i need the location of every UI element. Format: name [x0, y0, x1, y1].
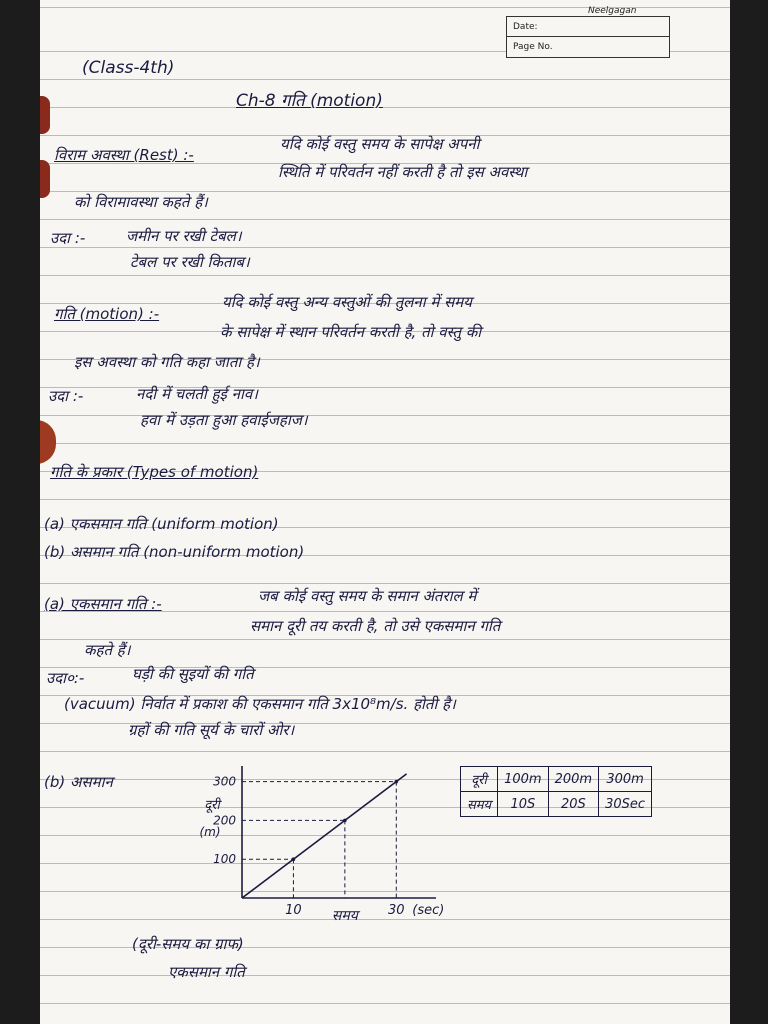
type-a: (a) एकसमान गति (uniform motion) — [44, 515, 279, 533]
x-axis-unit: (sec) — [412, 903, 444, 918]
y-tick-label: 100 — [213, 852, 236, 867]
graph-caption: (दूरी-समय का ग्राफ) — [132, 935, 244, 953]
motion-example-2: हवा में उड़ता हुआ हवाईजहाज। — [140, 411, 308, 429]
notebook-page — [40, 0, 730, 1024]
types-title: गति के प्रकार (Types of motion) — [50, 463, 259, 481]
y-axis-label: दूरी — [204, 797, 220, 813]
data-point — [394, 780, 398, 784]
y-tick-label: 300 — [213, 774, 236, 789]
motion-line-1: यदि कोई वस्तु अन्य वस्तुओं की तुलना में समय — [222, 293, 472, 311]
series-line — [242, 774, 407, 898]
rest-line-3: को विरामावस्था कहते हैं। — [74, 193, 208, 211]
uniform-line-1: जब कोई वस्तु समय के समान अंतराल में — [258, 587, 477, 605]
x-tick-label: 10 — [285, 903, 302, 918]
table-row — [461, 767, 652, 792]
table-cell: 20S — [548, 792, 598, 817]
rest-line-2: स्थिति में परिवर्तन नहीं करती है तो इस अवस्था — [278, 163, 528, 181]
graph-subcaption: एकसमान गति — [168, 963, 245, 981]
uniform-example-label: उदा०:- — [46, 669, 85, 687]
chart-svg — [164, 760, 444, 930]
table-cell: 100m — [498, 767, 548, 792]
table-cell: 300m — [599, 767, 652, 792]
date-box — [506, 16, 670, 58]
data-point — [343, 819, 347, 823]
rest-example-1: जमीन पर रखी टेबल। — [126, 227, 242, 245]
motion-title: गति (motion) :- — [54, 305, 160, 323]
page-tab — [40, 160, 50, 198]
class-heading: (Class-4th) — [82, 58, 175, 78]
motion-example-1: नदी में चलती हुई नाव। — [136, 385, 258, 403]
x-axis-label: समय — [331, 908, 358, 924]
rest-example-2: टेबल पर रखी किताब। — [130, 253, 250, 271]
motion-line-2: के सापेक्ष में स्थान परिवर्तन करती है, तो वस्तु की — [220, 323, 482, 341]
uniform-example-3: ग्रहों की गति सूर्य के चारों ओर। — [128, 721, 295, 739]
chapter-title: Ch-8 गति (motion) — [236, 91, 383, 111]
uniform-line-2: समान दूरी तय करती है, तो उसे एकसमान गति — [250, 617, 501, 635]
type-b: (b) असमान गति (non-uniform motion) — [44, 543, 305, 561]
table-cell: 10S — [498, 792, 548, 817]
page-tab — [40, 420, 56, 464]
table-cell: समय — [461, 792, 498, 817]
distance-time-graph — [164, 760, 444, 934]
uniform-example-2: (vacuum) निर्वात में प्रकाश की एकसमान गति 3x10⁸m/s. होती है। — [64, 695, 456, 713]
page-tab — [40, 96, 50, 134]
data-point — [292, 857, 296, 861]
rest-title: विराम अवस्था (Rest) :- — [54, 146, 194, 164]
nonuniform-title: (b) असमान — [44, 773, 113, 791]
brand-label: Neelgagan — [588, 6, 637, 16]
distance-time-table — [460, 766, 652, 817]
table-cell: 30Sec — [599, 792, 652, 817]
y-tick-label: 200 — [213, 813, 236, 828]
y-axis-unit: (m) — [199, 824, 221, 839]
table-row — [461, 792, 652, 817]
page-number-label: Page No. — [513, 42, 553, 52]
uniform-line-3: कहते हैं। — [84, 641, 131, 659]
uniform-title: (a) एकसमान गति :- — [44, 595, 162, 613]
rest-example-label: उदा :- — [50, 229, 86, 247]
rest-line-1: यदि कोई वस्तु समय के सापेक्ष अपनी — [280, 135, 480, 153]
x-tick-label: 30 — [388, 903, 405, 918]
motion-line-3: इस अवस्था को गति कहा जाता है। — [74, 353, 260, 371]
date-label: Date: — [507, 17, 669, 37]
table-cell: दूरी — [461, 767, 498, 792]
uniform-example-1: घड़ी की सुइयों की गति — [132, 665, 254, 683]
motion-example-label: उदा :- — [48, 387, 84, 405]
table-cell: 200m — [548, 767, 598, 792]
